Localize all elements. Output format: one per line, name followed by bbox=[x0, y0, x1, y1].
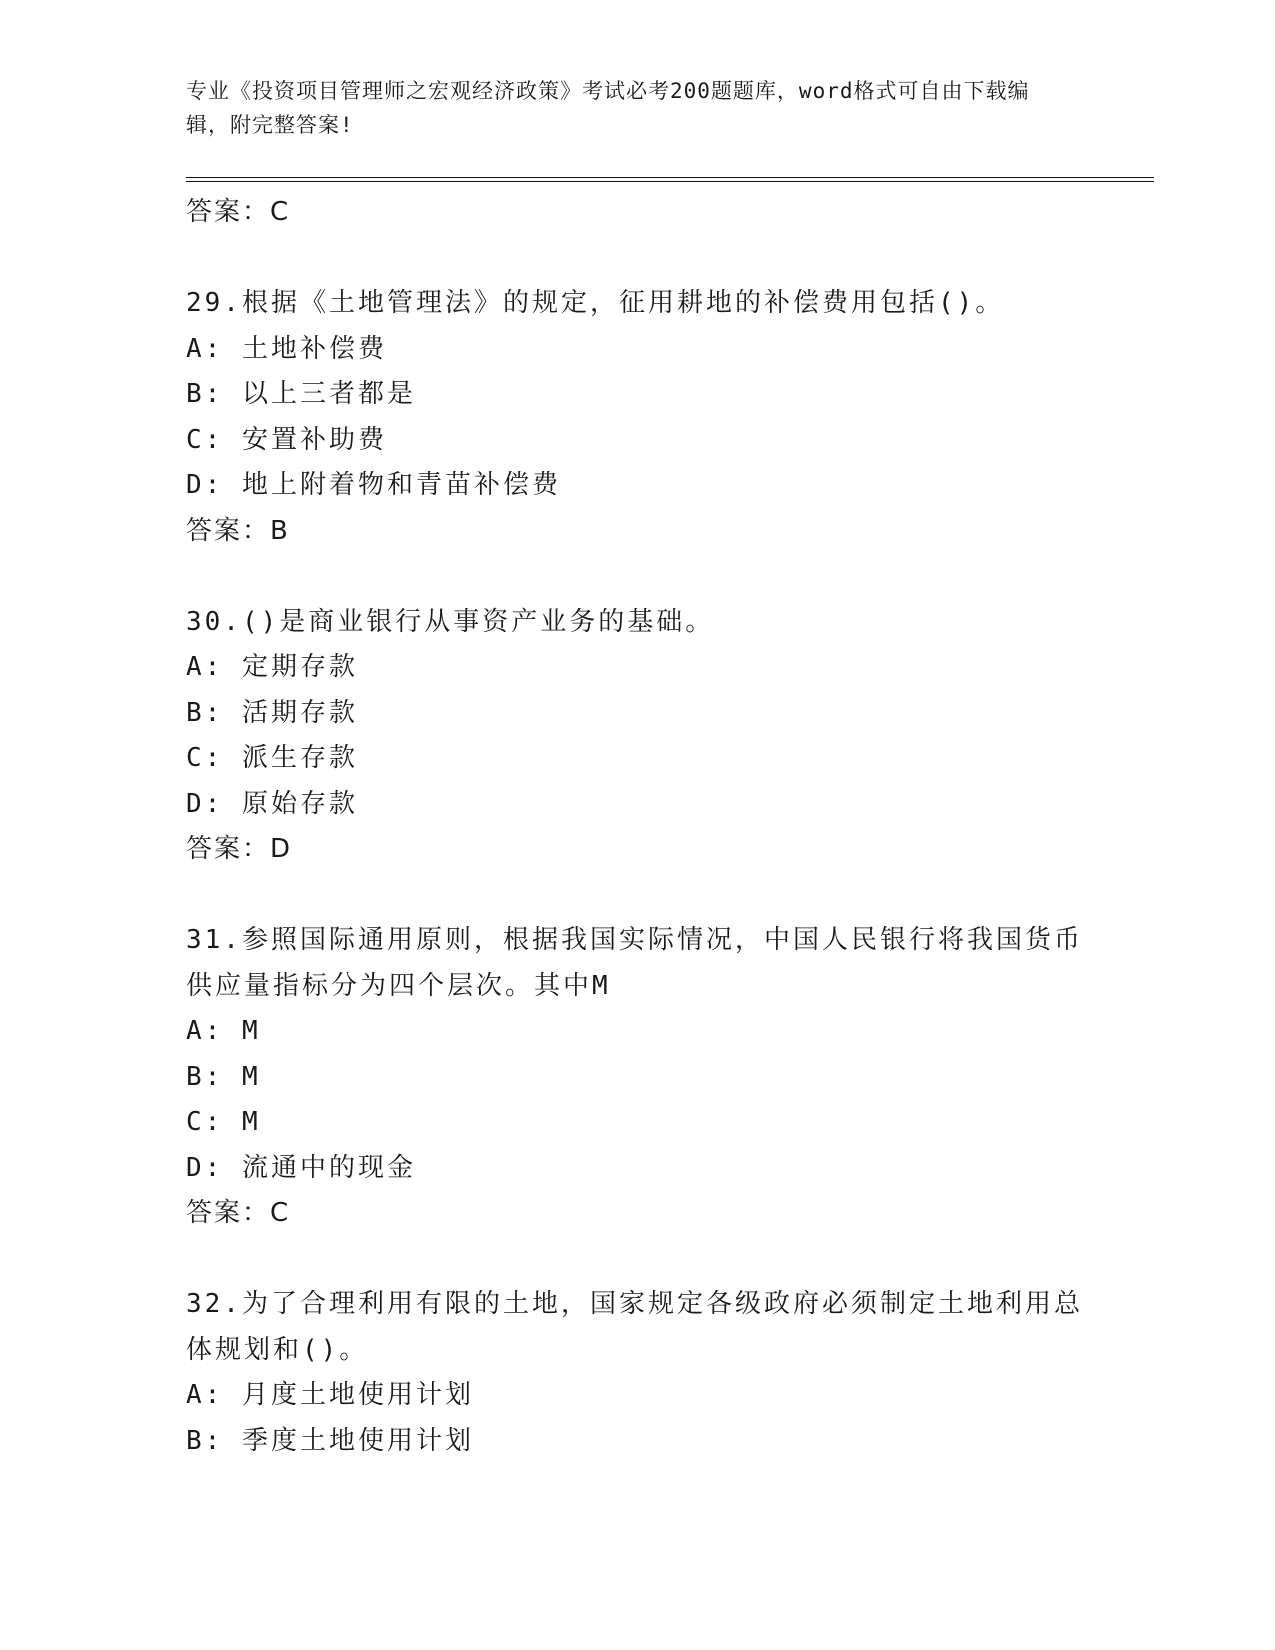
option-b: B: 季度土地使用计划 bbox=[186, 1425, 474, 1456]
answer-line: 答案：C bbox=[186, 197, 291, 227]
option-a: A: M bbox=[186, 1016, 261, 1046]
option-b: B: M bbox=[186, 1061, 261, 1092]
spacer bbox=[186, 873, 1066, 919]
option-d: D: 原始存款 bbox=[186, 788, 358, 819]
question-block-29 bbox=[186, 281, 1066, 554]
question-text-line-2: 供应量指标分为四个层次。其中M bbox=[186, 970, 611, 1001]
option-b: B: 以上三者都是 bbox=[186, 379, 416, 409]
double-rule-divider bbox=[186, 177, 1154, 182]
option-a: A: 月度土地使用计划 bbox=[186, 1380, 474, 1410]
question-block-30 bbox=[186, 600, 1066, 873]
question-text-line-1: 32.为了合理利用有限的土地，国家规定各级政府必须制定土地利用总 bbox=[186, 1289, 1083, 1319]
question-list bbox=[186, 190, 1083, 1464]
question-text: 30.()是商业银行从事资产业务的基础。 bbox=[186, 606, 715, 637]
question-text: 29.根据《土地管理法》的规定，征用耕地的补偿费用包括()。 bbox=[186, 288, 1005, 318]
question-text-line-2: 体规划和()。 bbox=[186, 1334, 369, 1365]
spacer bbox=[186, 236, 1066, 282]
option-c: C: M bbox=[186, 1107, 261, 1137]
question-block-31 bbox=[186, 918, 1083, 1237]
question-text-line-1: 31.参照国际通用原则，根据我国实际情况，中国人民银行将我国货币 bbox=[186, 925, 1083, 955]
option-d: D: 地上附着物和青苗补偿费 bbox=[186, 470, 561, 500]
spacer bbox=[186, 554, 1066, 600]
option-c: C: 派生存款 bbox=[186, 743, 358, 773]
header-note: 专业《投资项目管理师之宏观经济政策》考试必考200题题库，word格式可自由下载编辑，附完整答案! bbox=[186, 79, 1030, 137]
option-b: B: 活期存款 bbox=[186, 697, 358, 728]
answer-line: 答案：D bbox=[186, 834, 293, 864]
question-block-32 bbox=[186, 1282, 1083, 1464]
answer-line: 答案：C bbox=[186, 1198, 291, 1228]
option-a: A: 定期存款 bbox=[186, 652, 358, 682]
option-c: C: 安置补助费 bbox=[186, 424, 387, 455]
answer-line: 答案：B bbox=[186, 515, 290, 546]
spacer bbox=[186, 1237, 1066, 1283]
option-a: A: 土地补偿费 bbox=[186, 333, 387, 364]
option-d: D: 流通中的现金 bbox=[186, 1152, 416, 1183]
